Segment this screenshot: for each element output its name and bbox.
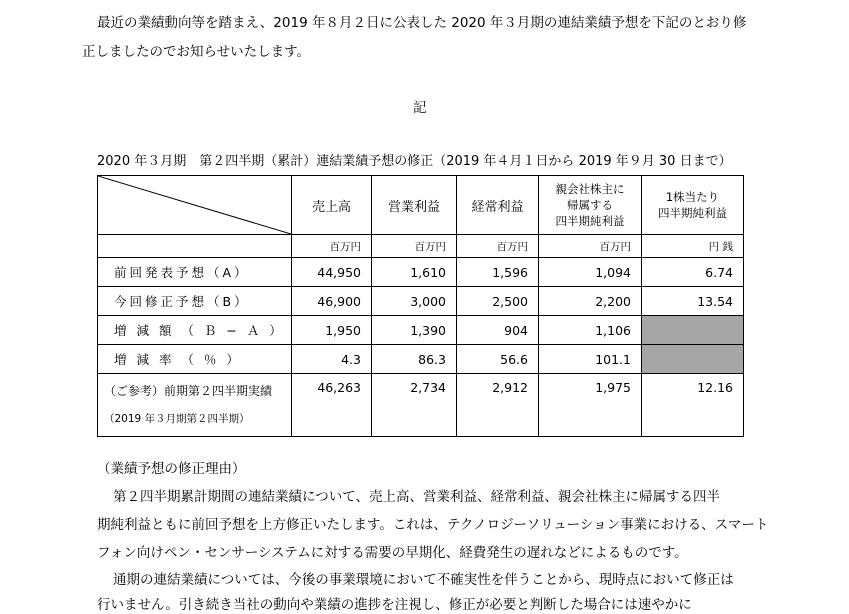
header-operating-profit: 営業利益 [372,176,457,235]
intro-line-1: 最近の業績動向等を踏まえ、2019 年８月２日に公表した 2020 年３月期の連結業績予想を下記のとおり修 [97,15,747,31]
header-net-profit [539,176,642,235]
unit-row [98,235,744,258]
reference-label-line1: （ご参考）前期第２四半期実績 [104,384,273,398]
cell-value: 1,950 [292,316,372,345]
header-eps-line2: 四半期純利益 [658,206,727,220]
unit-blank [98,235,292,258]
cell-value: 3,000 [372,287,457,316]
unit-eps: 円 銭 [642,235,744,258]
cell-value: 1,094 [539,258,642,287]
forecast-table [97,175,744,437]
diagonal-header-cell [98,176,292,235]
table-row [98,316,744,345]
row-label-previous: 前回発表予想（A） [98,258,292,287]
reason-line-4: 通期の連結業績については、今後の事業環境において不確実性を伴うことから、現時点において修正は [113,572,734,588]
unit-operating-profit: 百万円 [372,235,457,258]
diagonal-line [98,176,291,234]
cell-value: 86.3 [372,345,457,374]
cell-value: 12.16 [642,374,744,437]
row-label-change-amount: 増 減 額 （ Ｂ − Ａ ） [98,316,292,345]
reference-label [98,374,292,437]
cell-value: 2,200 [539,287,642,316]
table-row [98,345,744,374]
reason-line-3: フォン向けペン・センサーシステムに対する需要の早期化、経費発生の遅れなどによるものです。 [97,545,688,561]
intro-line-2: 正しましたのでお知らせいたします。 [82,44,311,60]
cell-value: 2,734 [372,374,457,437]
header-ordinary-profit: 経常利益 [457,176,539,235]
header-eps-line1: 1株当たり [665,190,720,204]
unit-net-profit: 百万円 [539,235,642,258]
reason-title: （業績予想の修正理由） [97,461,246,477]
reason-line-1: 第２四半期累計期間の連結業績について、売上高、営業利益、経常利益、親会社株主に帰属する四半 [113,489,720,505]
table-caption: 2020 年３月期 第２四半期（累計）連結業績予想の修正（2019 年４月１日から 2019 年９月 30 日まで） [97,154,732,169]
cell-value: 13.54 [642,287,744,316]
cell-value: 1,975 [539,374,642,437]
cell-value: 101.1 [539,345,642,374]
row-label-revised: 今回修正予想（B） [98,287,292,316]
header-eps [642,176,744,235]
cell-value: 4.3 [292,345,372,374]
cell-value: 56.6 [457,345,539,374]
cell-value: 1,596 [457,258,539,287]
header-net-profit-line2: 帰属する [567,198,613,212]
row-label-change-rate: 増 減 率 （ ％ ） [98,345,292,374]
header-row [98,176,744,235]
table-row [98,287,744,316]
cell-value: 904 [457,316,539,345]
cell-value: 1,390 [372,316,457,345]
cell-value: 44,950 [292,258,372,287]
cell-value: 46,900 [292,287,372,316]
reference-label-line2: （2019 年３月期第２四半期） [104,413,250,425]
cell-value: 2,500 [457,287,539,316]
unit-ordinary-profit: 百万円 [457,235,539,258]
cell-value: 6.74 [642,258,744,287]
table-row [98,258,744,287]
unit-sales: 百万円 [292,235,372,258]
header-net-profit-line1: 親会社株主に [555,182,625,196]
header-net-profit-line3: 四半期純利益 [555,214,625,228]
cell-value: 1,610 [372,258,457,287]
cell-value: 1,106 [539,316,642,345]
cell-value: 2,912 [457,374,539,437]
reason-line-5: 行いません。引き続き当社の動向や業績の進捗を注視し、修正が必要と判断した場合には速やかに [97,597,692,613]
shaded-cell [642,316,744,345]
reference-row [98,374,744,437]
header-sales: 売上高 [292,176,372,235]
shaded-cell [642,345,744,374]
cell-value: 46,263 [292,374,372,437]
ki-heading: 記 [413,100,427,116]
reason-line-2: 期純利益ともに前回予想を上方修正いたします。これは、テクノロジーソリューション事業における、スマート [97,517,769,533]
